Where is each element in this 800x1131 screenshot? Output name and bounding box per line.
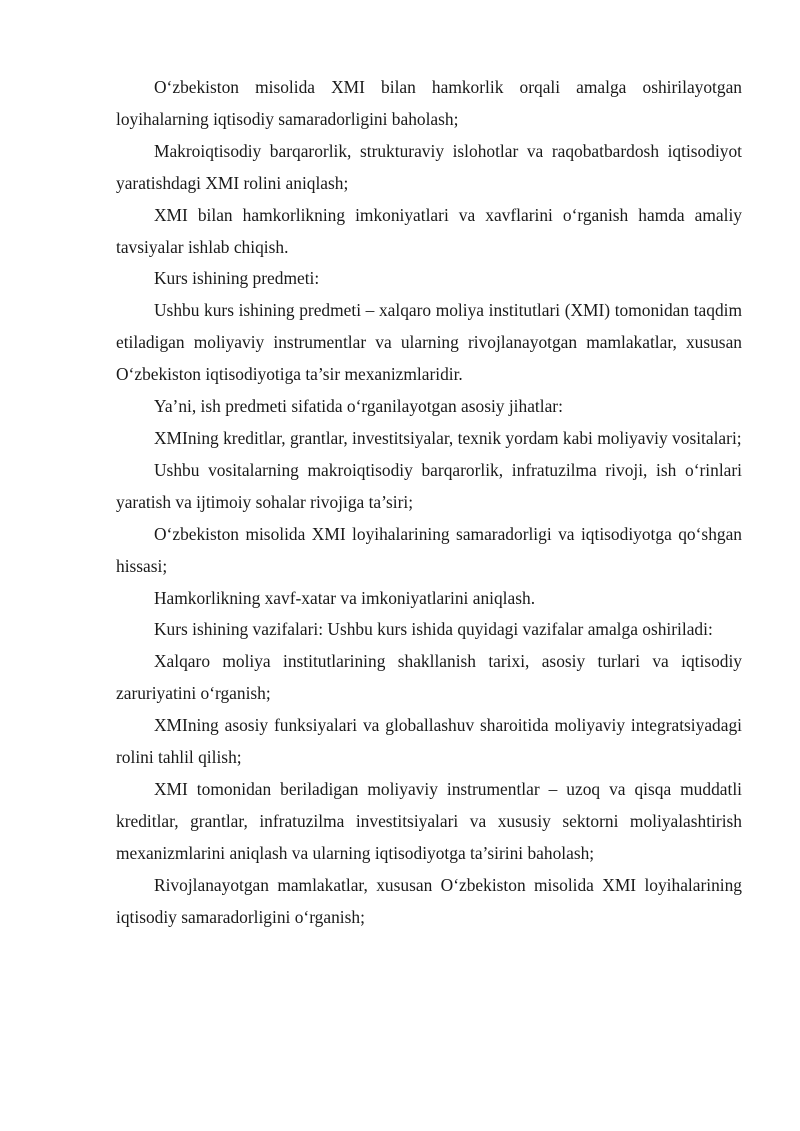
paragraph-financial-tools: XMIning kreditlar, grantlar, investitsiyalar, texnik yordam kabi moliyaviy vositalari; [154,427,742,448]
paragraph-risk-identification: Hamkorlikning xavf-xatar va imkoniyatlarini aniqlash. [154,587,536,608]
paragraph-opportunities-risks: XMI bilan hamkorlikning imkoniyatlari va xavflarini o‘rganish hamda amaliy tavsiyalar ishlab chiqish. [116,204,742,257]
paragraph-aspects-intro: Ya’ni, ish predmeti sifatida o‘rganilayotgan asosiy jihatlar: [154,396,563,417]
paragraph-evaluate-efficiency: O‘zbekiston misolida XMI bilan hamkorlik orqali amalga oshirilayotgan loyihalarning iqtisodiy samaradorligini baholash; [116,77,742,129]
paragraph-macro-stability: Makroiqtisodiy barqarorlik, strukturaviy islohotlar va raqobatbardosh iqtisodiyot yaratishdagi XMI rolini aniqlash; [116,140,742,193]
document-body [116,72,742,933]
paragraph-subject-description: Ushbu kurs ishining predmeti – xalqaro moliya institutlari (XMI) tomonidan taqdim etiladigan moliyaviy instrumentlar va ularning rivojlanayotgan mamlakatlar, xususan O‘zbekiston iqtisodiyotiga ta’sir mexanizmlaridir. [116,300,742,385]
paragraph-uzbekistan-efficiency: O‘zbekiston misolida XMI loyihalarining samaradorligi va iqtisodiyotga qo‘shgan hissasi; [116,523,742,576]
paragraph-history-study: Xalqaro moliya institutlarining shakllanish tarixi, asosiy turlari va iqtisodiy zaruriyatini o‘rganish; [116,651,742,704]
paragraph-subject-heading: Kurs ishining predmeti: [154,268,320,289]
paragraph-instruments-assessment: XMI tomonidan beriladigan moliyaviy instrumentlar – uzoq va qisqa muddatli kreditlar, grantlar, infratuzilma investitsiyalari va xususiy sektorni moliyalashtirish mexanizmlarini aniqlash va ularning iqtisodiyotga ta’sirini baholash; [116,778,742,863]
paragraph-functions-analysis: XMIning asosiy funksiyalari va globallashuv sharoitida moliyaviy integratsiyadagi rolini tahlil qilish; [116,715,742,768]
paragraph-tasks-heading: Kurs ishining vazifalari: Ushbu kurs ishida quyidagi vazifalar amalga oshiriladi: [154,619,713,640]
paragraph-developing-countries: Rivojlanayotgan mamlakatlar, xususan O‘zbekiston misolida XMI loyihalarining iqtisodiy samaradorligini o‘rganish; [116,874,742,927]
paragraph-tools-impact: Ushbu vositalarning makroiqtisodiy barqarorlik, infratuzilma rivoji, ish o‘rinlari yaratish va ijtimoiy sohalar rivojiga ta’siri; [116,459,742,512]
